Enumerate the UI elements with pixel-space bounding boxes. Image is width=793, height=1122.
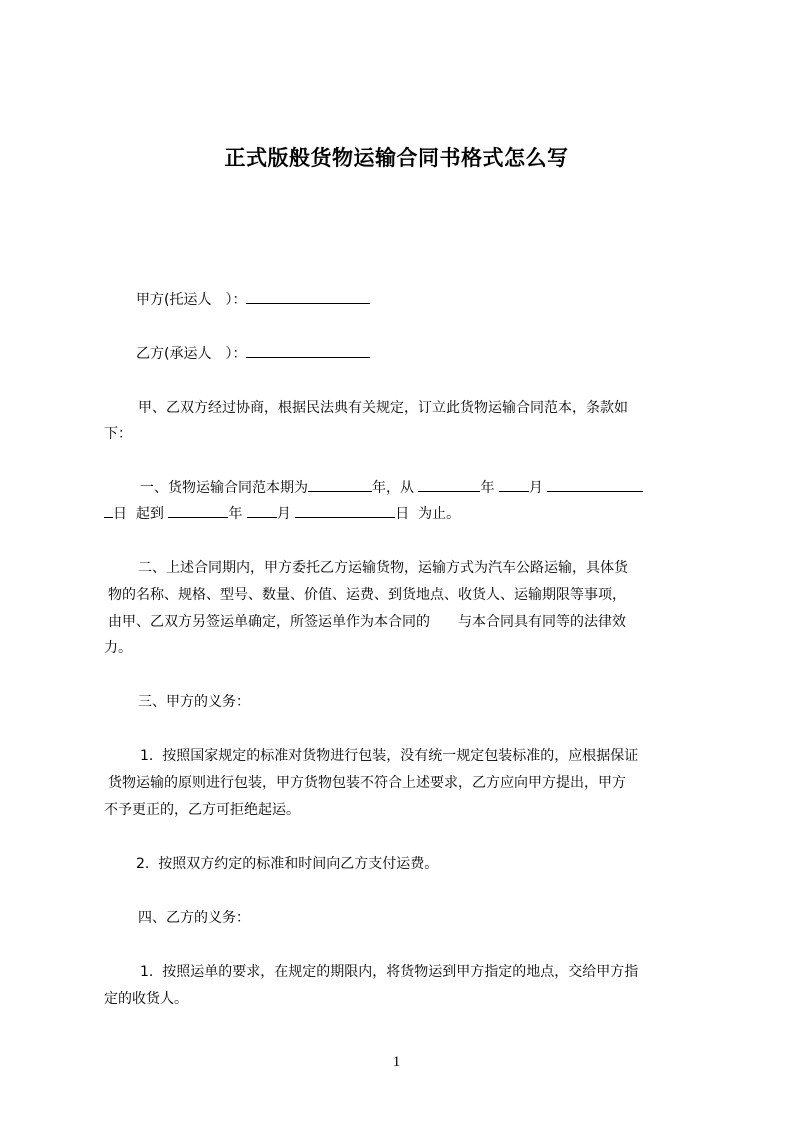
clause2-line-4: 力。 xyxy=(104,640,132,656)
end-day-blank xyxy=(295,503,395,518)
start-day-blank xyxy=(547,477,643,492)
clause2-line-2: 物的名称、规格、型号、数量、价值、运费、到货地点、收货人、运输期限等事项， xyxy=(108,587,626,603)
clause1-text-until: 日 起到 xyxy=(113,506,169,522)
start-month-blank xyxy=(499,477,529,492)
document-title: 正式版般货物运输合同书格式怎么写 xyxy=(224,146,569,170)
clause3-item1-line-1: 1. 按照国家规定的标准对货物进行包装，没有统一规定包装标准的，应根据保证 xyxy=(140,748,639,764)
end-year-blank xyxy=(168,503,228,518)
intro-line-2: 下： xyxy=(104,426,132,442)
start-year-blank xyxy=(418,477,480,492)
clause2-line-1: 二、上述合同期内，甲方委托乙方运输货物，运输方式为汽车公路运输，具体货 xyxy=(138,560,628,576)
clause1-line-2 xyxy=(104,500,709,528)
clause1-text-term: 一、货物运输合同范本期为 xyxy=(140,480,308,496)
party-b-blank xyxy=(246,343,370,358)
clause4-heading: 四、乙方的义务： xyxy=(138,910,250,926)
party-b-line xyxy=(136,340,741,368)
clause1-text-end-month: 月 xyxy=(276,506,296,522)
clause2-line-3: 由甲、乙双方另签运单确定，所签运单作为本合同的 与本合同具有同等的法律效 xyxy=(108,614,626,630)
clause1-text-from: 年，从 xyxy=(372,480,419,496)
party-a-label: 甲方(托运人 ）： xyxy=(136,292,247,308)
page-number: 1 xyxy=(392,1054,401,1070)
start-day-blank-cont xyxy=(104,503,113,518)
party-a-line xyxy=(136,286,741,314)
clause4-item1-line-1: 1. 按照运单的要求，在规定的期限内，将货物运到甲方指定的地点，交给甲方指 xyxy=(140,964,639,980)
clause1-text-end-year: 年 xyxy=(228,506,247,522)
intro-line-1: 甲、乙双方经过协商，根据民法典有关规定，订立此货物运输合同范本，条款如 xyxy=(138,400,628,416)
clause3-item1-line-2: 货物运输的原则进行包装，甲方货物包装不符合上述要求，乙方应向甲方提出，甲方 xyxy=(108,775,626,791)
clause4-item1-line-2: 定的收货人。 xyxy=(104,991,188,1007)
clause1-text-end: 日 为止。 xyxy=(395,506,461,522)
clause3-item1-line-3: 不予更正的，乙方可拒绝起运。 xyxy=(104,802,300,818)
end-month-blank xyxy=(247,503,277,518)
term-years-blank xyxy=(308,477,372,492)
clause3-heading: 三、甲方的义务： xyxy=(138,694,250,710)
party-b-label: 乙方(承运人 ）： xyxy=(136,346,247,362)
clause1-text-month: 月 xyxy=(528,480,548,496)
party-a-blank xyxy=(246,289,370,304)
clause1-text-year: 年 xyxy=(480,480,499,496)
clause1-line-1 xyxy=(140,474,745,502)
clause3-item2: 2. 按照双方约定的标准和时间向乙方支付运费。 xyxy=(136,856,439,872)
